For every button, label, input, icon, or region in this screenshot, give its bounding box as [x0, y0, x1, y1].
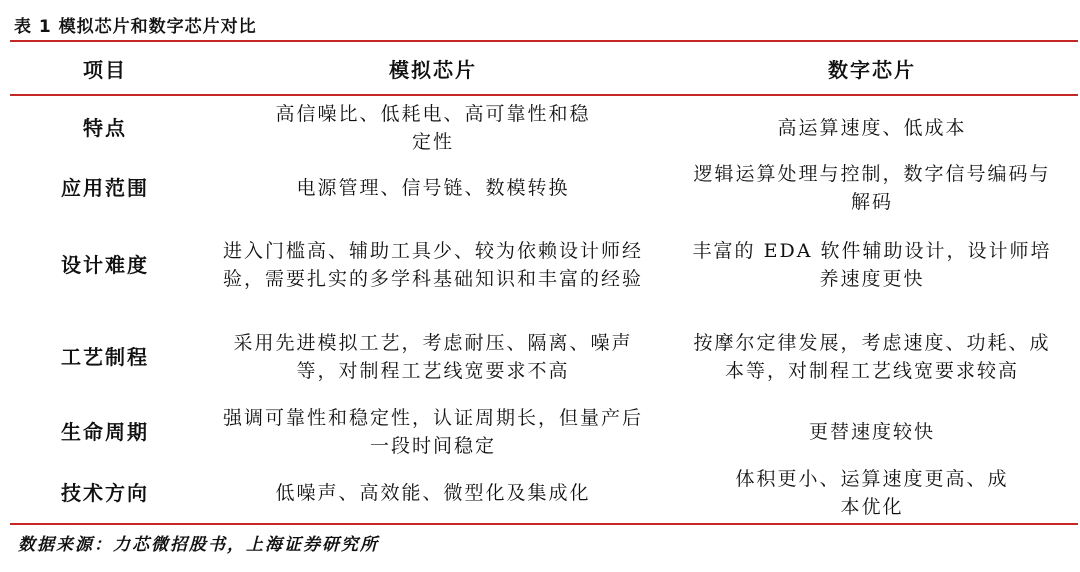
header-item: 项目 — [83, 57, 127, 82]
row-digital: 更替速度较快 — [808, 421, 935, 443]
row-analog: 低噪声、高效能、微型化及集成化 — [275, 482, 591, 504]
table-row — [10, 159, 1078, 217]
row-analog: 高信噪比、低耗电、高可靠性和稳定性 — [275, 102, 591, 153]
table-row — [10, 463, 1078, 523]
table-header — [10, 42, 1078, 94]
row-item: 设计难度 — [61, 253, 149, 277]
row-digital: 高运算速度、低成本 — [777, 116, 967, 139]
table-title: 表 1 模拟芯片和数字芯片对比 — [14, 17, 257, 37]
row-analog: 强调可靠性和稳定性，认证周期长，但量产后一段时间稳定 — [222, 407, 643, 457]
header-analog: 模拟芯片 — [389, 57, 477, 82]
bottom-rule — [10, 523, 1078, 525]
row-digital: 按摩尔定律发展，考虑速度、功耗、成本等，对制程工艺线宽要求较高 — [693, 332, 1051, 382]
header-digital: 数字芯片 — [828, 57, 916, 82]
row-item: 技术方向 — [61, 481, 149, 505]
row-analog: 进入门槛高、辅助工具少、较为依赖设计师经验，需要扎实的多学科基础知识和丰富的经验 — [222, 240, 643, 290]
row-analog: 采用先进模拟工艺，考虑耐压、隔离、噪声等，对制程工艺线宽要求不高 — [233, 332, 633, 382]
row-digital: 体积更小、运算速度更高、成本优化 — [735, 468, 1009, 518]
row-digital: 丰富的 EDA 软件辅助设计，设计师培养速度更快 — [692, 240, 1052, 290]
comparison-table — [10, 96, 1078, 523]
row-item: 特点 — [83, 115, 127, 140]
table-row — [10, 217, 1078, 313]
row-item: 生命周期 — [61, 420, 149, 444]
row-item: 应用范围 — [61, 176, 149, 200]
row-item: 工艺制程 — [61, 345, 149, 369]
table-row — [10, 313, 1078, 401]
source-note: 数据来源：力芯微招股书，上海证券研究所 — [18, 535, 379, 555]
row-analog: 电源管理、信号链、数模转换 — [296, 177, 570, 199]
table-row — [10, 401, 1078, 463]
row-digital: 逻辑运算处理与控制，数字信号编码与解码 — [693, 163, 1051, 213]
table-row — [10, 96, 1078, 159]
